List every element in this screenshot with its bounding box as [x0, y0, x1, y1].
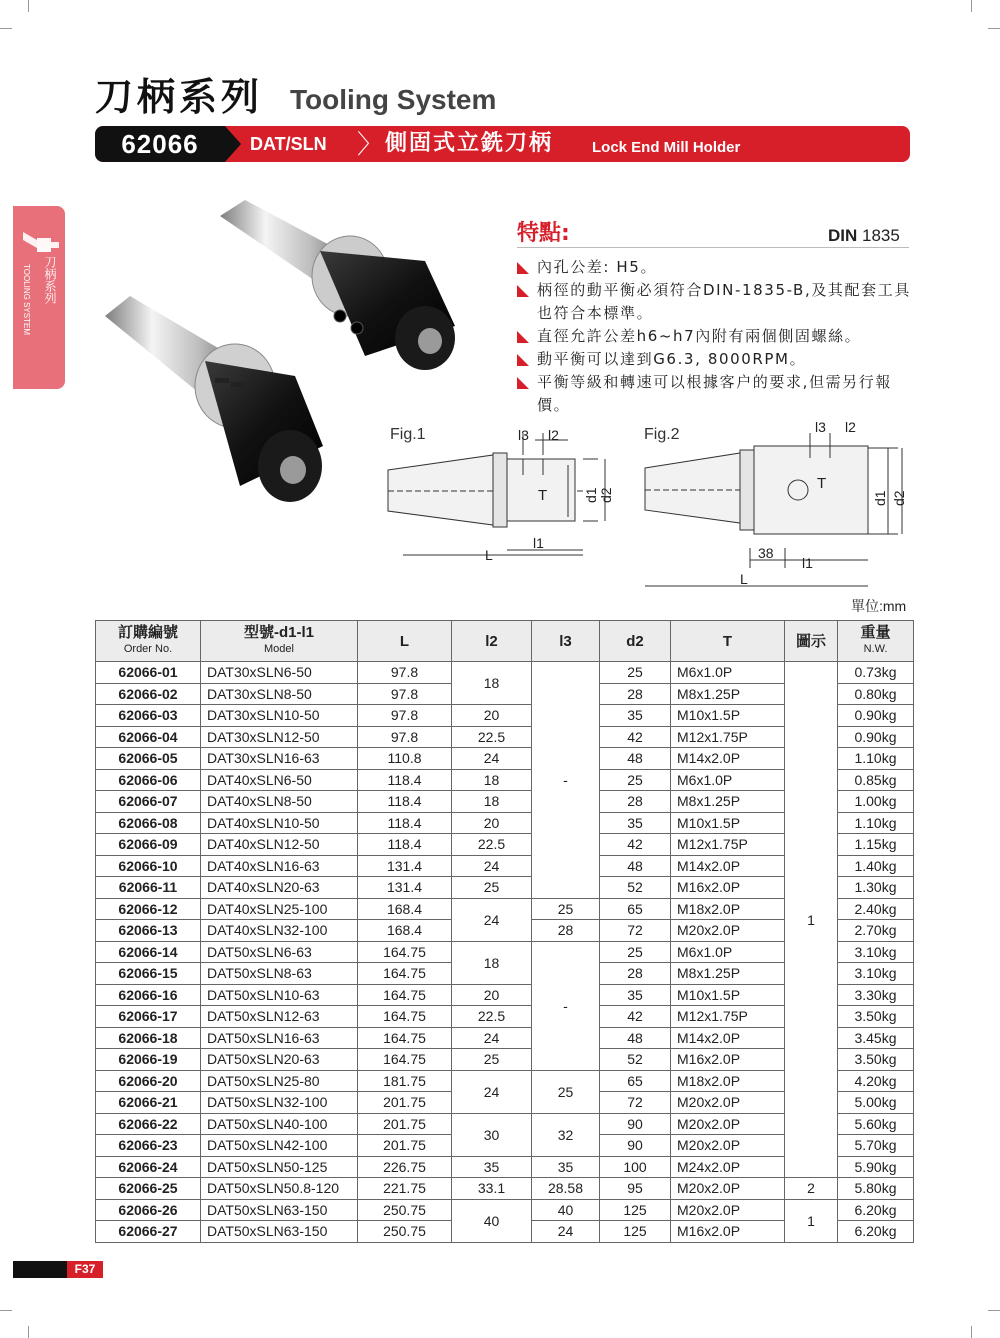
cell-model: DAT30xSLN6-50: [201, 662, 358, 684]
cell-nw: 0.90kg: [838, 726, 914, 748]
feature-item: 動平衡可以達到G6.3, 8000RPM。: [517, 348, 917, 371]
cell-model: DAT50xSLN12-63: [201, 1006, 358, 1028]
cell-T: M20x2.0P: [671, 1092, 785, 1114]
cell-order: 62066-07: [96, 791, 201, 813]
cell-nw: 2.70kg: [838, 920, 914, 942]
cell-L: 201.75: [358, 1113, 452, 1135]
cell-L: 118.4: [358, 769, 452, 791]
product-code: 62066: [95, 126, 225, 162]
product-band: [95, 126, 910, 162]
cell-l2: 20: [452, 984, 532, 1006]
cell-d2: 72: [600, 1092, 671, 1114]
cell-L: 118.4: [358, 791, 452, 813]
table-row: [96, 1178, 914, 1200]
cell-l2: 25: [452, 1049, 532, 1071]
crop-mark: [971, 0, 972, 12]
band-arrow: [225, 126, 241, 162]
model-type: DAT/SLN: [250, 134, 327, 154]
feature-item: 平衡等級和轉速可以根據客户的要求,但需另行報價。: [517, 371, 917, 417]
cell-order: 62066-12: [96, 898, 201, 920]
cell-L: 221.75: [358, 1178, 452, 1200]
header-fig: 圖示: [785, 621, 838, 662]
cell-T: M20x2.0P: [671, 1135, 785, 1157]
cell-order: 62066-17: [96, 1006, 201, 1028]
cell-l2: 30: [452, 1113, 532, 1156]
cell-T: M24x2.0P: [671, 1156, 785, 1178]
cell-model: DAT50xSLN63-150: [201, 1199, 358, 1221]
cell-T: M10x1.5P: [671, 705, 785, 727]
cell-L: 97.8: [358, 705, 452, 727]
fig1-dim-L: L: [485, 547, 493, 563]
header-T: T: [671, 621, 785, 662]
cell-nw: 1.40kg: [838, 855, 914, 877]
cell-L: 226.75: [358, 1156, 452, 1178]
cell-l2: 20: [452, 812, 532, 834]
cell-nw: 4.20kg: [838, 1070, 914, 1092]
cell-nw: 0.80kg: [838, 683, 914, 705]
cell-l2: 22.5: [452, 834, 532, 856]
side-tab-label-en: TOOLING SYSTEM: [22, 264, 31, 335]
cell-order: 62066-16: [96, 984, 201, 1006]
cell-model: DAT40xSLN6-50: [201, 769, 358, 791]
cell-T: M12x1.75P: [671, 834, 785, 856]
cell-order: 62066-24: [96, 1156, 201, 1178]
cell-d2: 72: [600, 920, 671, 942]
cell-fig: 2: [785, 1178, 838, 1200]
cell-L: 97.8: [358, 726, 452, 748]
cell-d2: 28: [600, 963, 671, 985]
cell-l2: 40: [452, 1199, 532, 1242]
cell-model: DAT30xSLN10-50: [201, 705, 358, 727]
holder-image-front: [105, 296, 323, 502]
cell-T: M20x2.0P: [671, 1113, 785, 1135]
cell-T: M14x2.0P: [671, 748, 785, 770]
cell-order: 62066-22: [96, 1113, 201, 1135]
cell-order: 62066-10: [96, 855, 201, 877]
cell-l3: 35: [532, 1156, 600, 1178]
cell-nw: 3.50kg: [838, 1049, 914, 1071]
cell-order: 62066-18: [96, 1027, 201, 1049]
cell-d2: 28: [600, 683, 671, 705]
cell-d2: 125: [600, 1221, 671, 1243]
cell-order: 62066-13: [96, 920, 201, 942]
crop-mark: [988, 1310, 1000, 1311]
cell-d2: 35: [600, 812, 671, 834]
cell-order: 62066-27: [96, 1221, 201, 1243]
cell-nw: 1.15kg: [838, 834, 914, 856]
cell-L: 250.75: [358, 1199, 452, 1221]
chevron-right-icon: 〉: [357, 129, 384, 159]
cell-l3: 25: [532, 1070, 600, 1113]
cell-nw: 3.50kg: [838, 1006, 914, 1028]
cell-nw: 1.10kg: [838, 812, 914, 834]
cell-l2: 24: [452, 855, 532, 877]
fig1-dim-d1: d1: [583, 487, 599, 503]
cell-nw: 5.90kg: [838, 1156, 914, 1178]
din-number: 1835: [862, 226, 900, 245]
cell-d2: 25: [600, 941, 671, 963]
cell-nw: 5.80kg: [838, 1178, 914, 1200]
cell-T: M8x1.25P: [671, 963, 785, 985]
cell-model: DAT50xSLN8-63: [201, 963, 358, 985]
cell-l2: 24: [452, 1070, 532, 1113]
cell-L: 164.75: [358, 963, 452, 985]
cell-model: DAT50xSLN16-63: [201, 1027, 358, 1049]
cell-d2: 25: [600, 662, 671, 684]
cell-model: DAT50xSLN50-125: [201, 1156, 358, 1178]
fig1-label: Fig.1: [390, 426, 426, 443]
cell-nw: 0.90kg: [838, 705, 914, 727]
cell-nw: 0.85kg: [838, 769, 914, 791]
cell-order: 62066-02: [96, 683, 201, 705]
cell-l3: -: [532, 941, 600, 1070]
cell-model: DAT50xSLN40-100: [201, 1113, 358, 1135]
cell-model: DAT30xSLN12-50: [201, 726, 358, 748]
cell-order: 62066-05: [96, 748, 201, 770]
cell-order: 62066-25: [96, 1178, 201, 1200]
cell-nw: 3.45kg: [838, 1027, 914, 1049]
cell-T: M6x1.0P: [671, 941, 785, 963]
cell-l2: 25: [452, 877, 532, 899]
cell-L: 118.4: [358, 812, 452, 834]
cell-model: DAT50xSLN6-63: [201, 941, 358, 963]
cell-nw: 0.73kg: [838, 662, 914, 684]
cell-d2: 52: [600, 1049, 671, 1071]
cell-d2: 42: [600, 834, 671, 856]
page-number: F37: [67, 1261, 103, 1278]
crop-mark: [28, 0, 29, 12]
cell-nw: 1.30kg: [838, 877, 914, 899]
fig2-dim-38: 38: [758, 545, 774, 561]
cell-order: 62066-08: [96, 812, 201, 834]
cell-d2: 65: [600, 898, 671, 920]
cell-T: M18x2.0P: [671, 898, 785, 920]
cell-order: 62066-06: [96, 769, 201, 791]
cell-T: M20x2.0P: [671, 1178, 785, 1200]
cell-order: 62066-19: [96, 1049, 201, 1071]
table-row: [96, 1199, 914, 1221]
cell-model: DAT30xSLN16-63: [201, 748, 358, 770]
features-list: [517, 256, 917, 417]
cell-L: 164.75: [358, 1049, 452, 1071]
cell-model: DAT40xSLN16-63: [201, 855, 358, 877]
cell-model: DAT50xSLN10-63: [201, 984, 358, 1006]
cell-model: DAT50xSLN50.8-120: [201, 1178, 358, 1200]
cell-T: M14x2.0P: [671, 1027, 785, 1049]
cell-l2: 22.5: [452, 726, 532, 748]
cell-T: M6x1.0P: [671, 769, 785, 791]
cell-order: 62066-20: [96, 1070, 201, 1092]
cell-nw: 3.10kg: [838, 963, 914, 985]
cell-order: 62066-01: [96, 662, 201, 684]
cell-nw: 3.10kg: [838, 941, 914, 963]
cell-T: M10x1.5P: [671, 984, 785, 1006]
header-l2: l2: [452, 621, 532, 662]
cell-l2: 18: [452, 941, 532, 984]
fig2-dim-T: T: [817, 475, 827, 492]
cell-order: 62066-09: [96, 834, 201, 856]
feature-item: 直徑允許公差h6~h7內附有兩個側固螺絲。: [517, 325, 917, 348]
cell-l3: 40: [532, 1199, 600, 1221]
cell-d2: 95: [600, 1178, 671, 1200]
cell-L: 168.4: [358, 898, 452, 920]
cell-L: 250.75: [358, 1221, 452, 1243]
unit-label: 單位:mm: [851, 598, 907, 614]
cell-d2: 125: [600, 1199, 671, 1221]
cell-d2: 48: [600, 748, 671, 770]
fig2-diagram: [640, 418, 910, 588]
cell-T: M18x2.0P: [671, 1070, 785, 1092]
cell-order: 62066-14: [96, 941, 201, 963]
cell-nw: 6.20kg: [838, 1199, 914, 1221]
cell-d2: 65: [600, 1070, 671, 1092]
header-model: 型號-d1-l1 Model: [201, 621, 358, 662]
fig2-dim-l1: l1: [802, 555, 813, 571]
cell-L: 164.75: [358, 1027, 452, 1049]
fig2-dim-l2: l2: [845, 419, 856, 435]
din-standard: [828, 226, 900, 246]
cell-model: DAT40xSLN32-100: [201, 920, 358, 942]
cell-L: 97.8: [358, 683, 452, 705]
cell-order: 62066-26: [96, 1199, 201, 1221]
cell-L: 97.8: [358, 662, 452, 684]
title-english: Tooling System: [290, 84, 497, 115]
cell-L: 118.4: [358, 834, 452, 856]
cell-model: DAT50xSLN42-100: [201, 1135, 358, 1157]
cell-order: 62066-23: [96, 1135, 201, 1157]
cell-T: M12x1.75P: [671, 726, 785, 748]
cell-model: DAT50xSLN32-100: [201, 1092, 358, 1114]
side-tab-label-cn: 刀柄系列: [43, 256, 57, 304]
crop-mark: [988, 28, 1000, 29]
cell-model: DAT30xSLN8-50: [201, 683, 358, 705]
cell-T: M16x2.0P: [671, 877, 785, 899]
holder-image-back: [220, 200, 455, 370]
cell-d2: 42: [600, 726, 671, 748]
cell-L: 164.75: [358, 984, 452, 1006]
cell-l2: 22.5: [452, 1006, 532, 1028]
cell-d2: 35: [600, 984, 671, 1006]
cell-T: M8x1.25P: [671, 683, 785, 705]
cell-l2: 24: [452, 1027, 532, 1049]
table-header-row: [96, 621, 914, 662]
features-title: 特點:: [517, 221, 570, 246]
cell-T: M20x2.0P: [671, 920, 785, 942]
cell-model: DAT50xSLN25-80: [201, 1070, 358, 1092]
cell-T: M14x2.0P: [671, 855, 785, 877]
cell-model: DAT50xSLN20-63: [201, 1049, 358, 1071]
header-order: 訂購編號 Order No.: [96, 621, 201, 662]
din-prefix: DIN: [828, 226, 858, 245]
title-chinese: 刀柄系列: [95, 75, 264, 119]
feature-item: 柄徑的動平衡必須符合DIN-1835-B,及其配套工具也符合本標準。: [517, 279, 917, 325]
cell-model: DAT40xSLN8-50: [201, 791, 358, 813]
cell-nw: 5.70kg: [838, 1135, 914, 1157]
cell-L: 131.4: [358, 877, 452, 899]
fig1-dim-l1: l1: [533, 535, 544, 551]
cell-nw: 1.10kg: [838, 748, 914, 770]
cell-T: M6x1.0P: [671, 662, 785, 684]
cell-d2: 42: [600, 1006, 671, 1028]
cell-T: M8x1.25P: [671, 791, 785, 813]
cell-nw: 5.00kg: [838, 1092, 914, 1114]
cell-d2: 90: [600, 1135, 671, 1157]
cell-L: 168.4: [358, 920, 452, 942]
cell-l3: 28.58: [532, 1178, 600, 1200]
cell-fig: 1: [785, 662, 838, 1178]
cell-l3: 28: [532, 920, 600, 942]
table-row: [96, 662, 914, 684]
cell-l3: 32: [532, 1113, 600, 1156]
header-d2: d2: [600, 621, 671, 662]
cell-T: M10x1.5P: [671, 812, 785, 834]
cell-l2: 35: [452, 1156, 532, 1178]
cell-model: DAT40xSLN25-100: [201, 898, 358, 920]
cell-order: 62066-11: [96, 877, 201, 899]
cell-L: 201.75: [358, 1135, 452, 1157]
fig1-dim-d2: d2: [598, 487, 614, 503]
cell-d2: 48: [600, 1027, 671, 1049]
cell-l3: -: [532, 662, 600, 899]
cell-l2: 18: [452, 662, 532, 705]
cell-nw: 1.00kg: [838, 791, 914, 813]
fig1-diagram: [383, 425, 623, 575]
cell-L: 201.75: [358, 1092, 452, 1114]
crop-mark: [971, 1326, 972, 1338]
product-name-en: Lock End Mill Holder: [592, 139, 741, 156]
cell-d2: 52: [600, 877, 671, 899]
fig2-dim-L: L: [740, 571, 748, 587]
cell-order: 62066-03: [96, 705, 201, 727]
cell-nw: 5.60kg: [838, 1113, 914, 1135]
header-l3: l3: [532, 621, 600, 662]
cell-d2: 100: [600, 1156, 671, 1178]
feature-item: 內孔公差: H5。: [517, 256, 917, 279]
cell-l2: 20: [452, 705, 532, 727]
cell-l2: 33.1: [452, 1178, 532, 1200]
cell-T: M16x2.0P: [671, 1049, 785, 1071]
cell-l3: 24: [532, 1221, 600, 1243]
cell-l2: 24: [452, 898, 532, 941]
cell-l2: 18: [452, 791, 532, 813]
spec-table: [95, 620, 914, 1243]
cell-model: DAT40xSLN20-63: [201, 877, 358, 899]
fig2-dim-d2: d2: [891, 490, 907, 506]
cell-l2: 24: [452, 748, 532, 770]
cell-L: 110.8: [358, 748, 452, 770]
cell-model: DAT50xSLN63-150: [201, 1221, 358, 1243]
fig1-dim-T: T: [538, 487, 548, 504]
fig2-dim-l3: l3: [815, 419, 826, 435]
crop-mark: [0, 28, 12, 29]
cell-L: 181.75: [358, 1070, 452, 1092]
cell-L: 164.75: [358, 941, 452, 963]
cell-d2: 28: [600, 791, 671, 813]
cell-L: 131.4: [358, 855, 452, 877]
cell-nw: 2.40kg: [838, 898, 914, 920]
cell-fig: 1: [785, 1199, 838, 1242]
fig1-dim-l2: l2: [548, 427, 559, 443]
cell-nw: 6.20kg: [838, 1221, 914, 1243]
divider: [517, 247, 909, 248]
header-L: L: [358, 621, 452, 662]
cell-T: M20x2.0P: [671, 1199, 785, 1221]
cell-d2: 90: [600, 1113, 671, 1135]
cell-T: M16x2.0P: [671, 1221, 785, 1243]
cell-nw: 3.30kg: [838, 984, 914, 1006]
cell-l2: 18: [452, 769, 532, 791]
cell-d2: 35: [600, 705, 671, 727]
cell-d2: 48: [600, 855, 671, 877]
cell-order: 62066-15: [96, 963, 201, 985]
cell-L: 164.75: [358, 1006, 452, 1028]
cell-model: DAT40xSLN12-50: [201, 834, 358, 856]
cell-l3: 25: [532, 898, 600, 920]
spec-table-body: [96, 662, 914, 1243]
fig2-label: Fig.2: [644, 426, 680, 443]
header-weight: 重量 N.W.: [838, 621, 914, 662]
cell-model: DAT40xSLN10-50: [201, 812, 358, 834]
fig1-dim-l3: l3: [518, 427, 529, 443]
crop-mark: [0, 1310, 12, 1311]
crop-mark: [28, 1326, 29, 1338]
product-name-cn: 側固式立銑刀柄: [385, 131, 554, 156]
cell-order: 62066-21: [96, 1092, 201, 1114]
fig2-dim-d1: d1: [872, 490, 888, 506]
cell-d2: 25: [600, 769, 671, 791]
cell-T: M12x1.75P: [671, 1006, 785, 1028]
cell-order: 62066-04: [96, 726, 201, 748]
